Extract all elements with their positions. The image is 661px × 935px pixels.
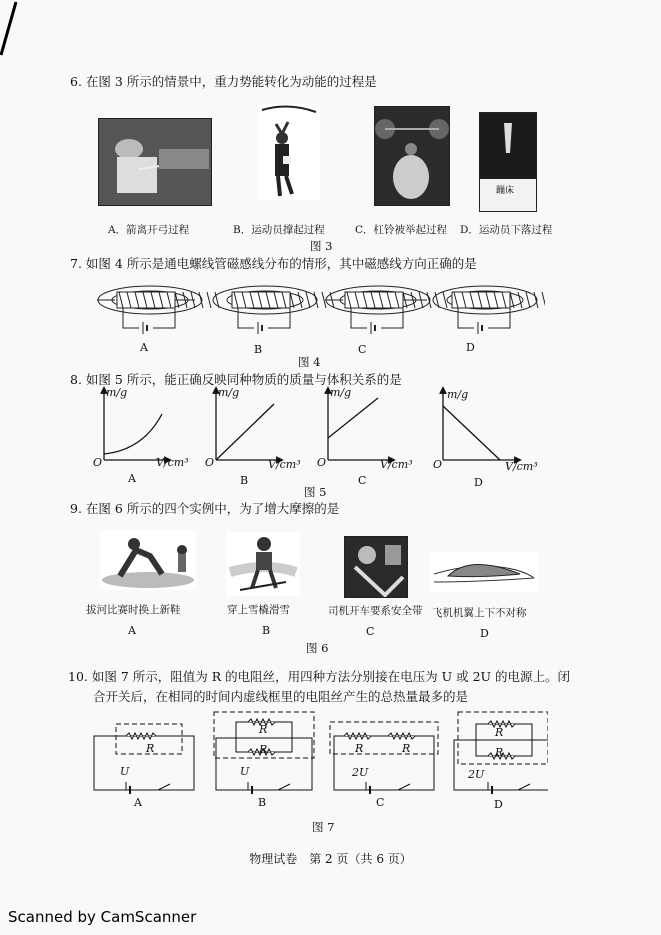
- pen-mark: [0, 0, 20, 60]
- q10-letter-c: C: [376, 796, 385, 809]
- circuit-c-r2-label: R: [402, 742, 411, 755]
- circuit-a-voltage: U: [120, 765, 130, 778]
- circuit-d-r2-label: R: [495, 746, 504, 759]
- graph-d-ylabel: m/g: [447, 388, 469, 401]
- q6-option-a: A．箭离开弓过程: [108, 224, 190, 236]
- solenoid-b: [213, 286, 334, 334]
- graph-b-ylabel: m/g: [218, 386, 240, 399]
- circuit-figures: [88, 708, 548, 800]
- graph-c: [328, 390, 392, 460]
- q9-option-d: 飞机机翼上下不对称: [432, 607, 527, 619]
- page-footer: 物理试卷 第 2 页（共 6 页）: [249, 852, 412, 866]
- solenoid-a: [97, 286, 219, 334]
- question-10-line2: 合开关后，在相同的时间内虚线框里的电阻丝产生的总热量最多的是: [93, 689, 469, 704]
- question-9-text: 9. 在图 6 所示的四个实例中，为了增大摩擦的是: [70, 501, 340, 516]
- circuit-b-r2-label: R: [259, 743, 268, 756]
- trampoline-label: 蹦床: [496, 186, 515, 196]
- graph-c-origin: O: [317, 456, 327, 469]
- q10-letter-a: A: [134, 796, 142, 809]
- q10-letter-b: B: [258, 796, 267, 809]
- q6-option-b: B．运动员撑起过程: [233, 224, 325, 236]
- q9-option-a: 拔河比赛时换上新鞋: [86, 604, 181, 616]
- q7-letter-b: B: [254, 343, 263, 356]
- graph-d-origin: O: [433, 458, 443, 471]
- circuit-c-voltage: 2U: [352, 766, 369, 779]
- figure-7-caption: 图 7: [312, 820, 335, 834]
- q9-letter-c: C: [366, 625, 375, 638]
- tug-of-war-photo: [100, 530, 196, 590]
- q10-letter-d: D: [494, 798, 503, 811]
- circuit-c-r1-label: R: [355, 742, 364, 755]
- weightlifting-photo: [374, 106, 450, 206]
- figure-3-caption: 图 3: [310, 239, 333, 253]
- q6-option-d: D．运动员下落过程: [460, 224, 553, 236]
- q9-option-c: 司机开车要系安全带: [328, 605, 423, 617]
- skiing-photo: [226, 532, 300, 596]
- circuit-b-r1-label: R: [259, 723, 268, 736]
- q9-letter-a: A: [128, 624, 136, 637]
- graph-b: [216, 390, 280, 460]
- graph-c-ylabel: m/g: [330, 386, 352, 399]
- graph-b-xlabel: V/cm³: [268, 458, 301, 471]
- airplane-wing-photo: [430, 552, 538, 592]
- solenoid-d: [433, 286, 545, 334]
- graph-a: [104, 390, 168, 460]
- graph-a-xlabel: V/cm³: [156, 456, 189, 469]
- circuit-c: [330, 722, 438, 794]
- q9-letter-d: D: [480, 627, 489, 640]
- question-10-line1: 10. 如图 7 所示，阻值为 R 的电阻丝，用四种方法分别接在电压为 U 或 2U 的电源上。闭: [68, 669, 571, 684]
- q7-letter-c: C: [358, 343, 367, 356]
- trampoline-photo: [479, 112, 537, 212]
- q7-letter-a: A: [140, 341, 148, 354]
- q6-option-c: C．杠铃被举起过程: [355, 224, 448, 236]
- q9-letter-b: B: [262, 624, 271, 637]
- graph-d-xlabel: V/cm³: [505, 460, 538, 473]
- q7-letter-d: D: [466, 341, 475, 354]
- q8-letter-a: A: [128, 472, 136, 485]
- solenoid-c: [325, 286, 447, 334]
- circuit-d-voltage: 2U: [468, 768, 485, 781]
- archery-photo: [98, 118, 212, 206]
- question-7-text: 7. 如图 4 所示是通电螺线管磁感线分布的情形，其中磁感线方向正确的是: [70, 256, 477, 271]
- camscanner-watermark: Scanned by CamScanner: [8, 908, 197, 926]
- solenoid-figures: [95, 278, 545, 358]
- graph-a-ylabel: m/g: [106, 386, 128, 399]
- circuit-d-r1-label: R: [495, 726, 504, 739]
- pole-vault-photo: [258, 104, 320, 200]
- figure-4-caption: 图 4: [298, 355, 321, 369]
- figure-5-caption: 图 5: [304, 485, 327, 499]
- circuit-a-r-label: R: [146, 742, 155, 755]
- graph-b-origin: O: [205, 456, 215, 469]
- q9-option-b: 穿上雪橇滑雪: [227, 604, 290, 616]
- q8-letter-d: D: [474, 476, 483, 489]
- figure-6-caption: 图 6: [306, 641, 329, 655]
- graph-a-origin: O: [93, 456, 103, 469]
- graph-c-xlabel: V/cm³: [380, 458, 413, 471]
- question-8-text: 8. 如图 5 所示，能正确反映同种物质的质量与体积关系的是: [70, 372, 402, 387]
- circuit-b-voltage: U: [240, 765, 250, 778]
- q8-letter-b: B: [240, 474, 249, 487]
- question-6-text: 6. 在图 3 所示的情景中，重力势能转化为动能的过程是: [70, 74, 377, 89]
- seatbelt-photo: [344, 536, 408, 598]
- q8-letter-c: C: [358, 474, 367, 487]
- circuit-a: [94, 724, 194, 794]
